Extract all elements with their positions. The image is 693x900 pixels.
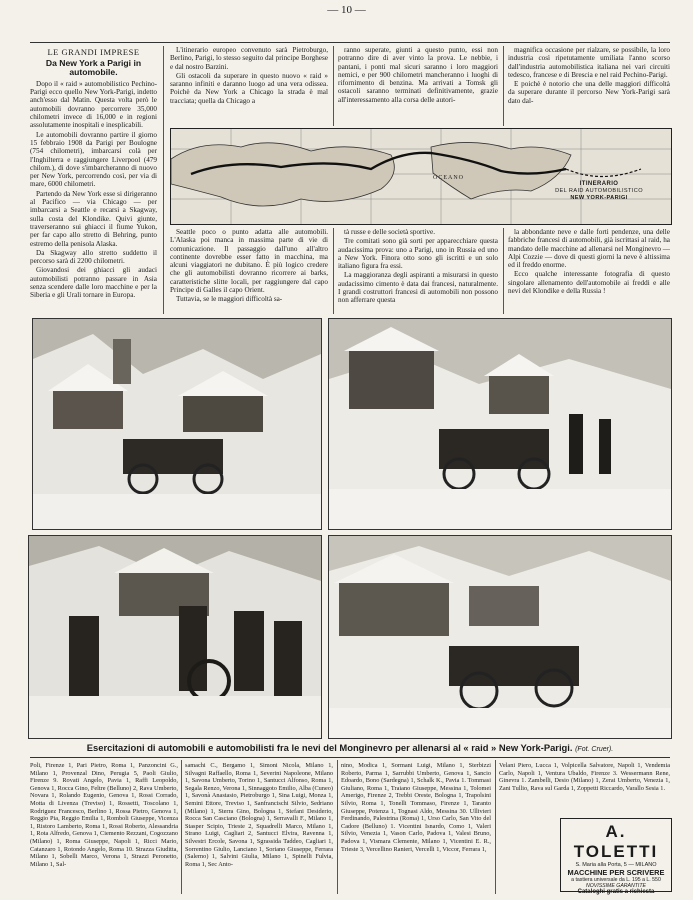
column-divider bbox=[337, 760, 338, 894]
paragraph: Partendo da New York esse si dirigeranno al Pacifico — via Chicago — per imbarcarsi a Seattle e recarsi a Skagway, sulla costa del Klondike. Quivi giunte, traverseranno sui ghiacci il fiume Yukon, per far capo allo stretto di Behring, punto estremo della penisola Alaska. bbox=[30, 189, 157, 248]
page-number: — 10 — bbox=[327, 4, 366, 16]
article-column-2-bottom bbox=[170, 228, 328, 314]
column-divider bbox=[181, 760, 182, 894]
paragraph: Le automobili dovranno partire il giorno 15 febbraio 1908 da Parigi per Boulogne (754 chilometri), imbarcarsi colà per l'Inghilterra e raggiungere Liverpool (479 chilom.), di dove s'imbarcheranno di nuovo per New York, percorrendo così, per via di mare, 6000 chilometri. bbox=[30, 130, 157, 189]
photo-caption bbox=[30, 742, 670, 753]
map-subtitle: DEL RAID AUTOMOBILISTICO bbox=[555, 188, 643, 194]
ocean-label: OCEANO bbox=[433, 175, 464, 181]
map-graphic bbox=[171, 129, 671, 224]
toletti-advertisement bbox=[560, 818, 672, 896]
photo-top-right bbox=[328, 318, 672, 530]
paragraph: Giovandosi dei ghiacci gli audaci automobilisti potranno passare in Asia senza scendere dalle loro macchine e per la Siberia e gli Urali tornare in Europa. bbox=[30, 266, 157, 300]
map-title: ITINERARIO bbox=[579, 181, 619, 187]
paragraph: E poichè è notorio che una delle maggiori difficoltà da superare durante il percorso New York-Parigi sarà dato dal- bbox=[508, 80, 670, 105]
section-title: LE GRANDI IMPRESE bbox=[47, 47, 140, 57]
paragraph: L'itinerario europeo convenuto sarà Pietroburgo, Berlino, Parigi, lo stesso seguito dal principe Borghese e dal nostro Barzini. bbox=[170, 46, 328, 71]
article-headline: Da New York a Parigi in automobile. bbox=[45, 58, 142, 77]
paragraph: Dopo il « raid » automobilistico Pechino-Parigi ecco quello New York-Parigi, indetto anch'esso dal Matin. Questa volta però le automobili dovranno percorrere 35,000 chilometri invece di 16,000 e in regioni assolutamente inospitali e inesplicabili. bbox=[30, 79, 157, 130]
column-divider bbox=[333, 228, 334, 314]
col2-top-text bbox=[170, 46, 328, 105]
subscriber-list-col4: Velani Piero, Lucca 1, Volpicella Salvatore, Napoli 1, Vendemia Carlo, Napoli 1, Ventura Ubaldo, Firenze 3. Wessermann Rene, Ginevra 1. Zambelli, Desio (Milano) 1, Zerai Umberto, Venezia 1, Zani Tullio, Rava sul Garda 1, Zoppetti Riccardo, Varallo Sesia 1. bbox=[499, 762, 670, 792]
caption-credit: (Fot. Cruer). bbox=[575, 746, 614, 753]
paragraph: Da Skagway allo stretto suddetto il percorso sarà di 2200 chilometri. bbox=[30, 248, 157, 266]
paragraph: Tre comitati sono già sorti per apparecchiare questa audacissima prova: uno a Parigi, uno in Russia ed uno a New York. Finora otto sono gli iscritti e un solo italiano figura fra essi. bbox=[338, 237, 498, 271]
photo-top-left bbox=[32, 318, 322, 530]
subscriber-list-col2: samachi C., Bergamo 1, Simoni Nicola, Milano 1, Silvagni Raffaello, Roma 1, Severini Napoleone, Milano 1, Savona Umberto, Torino 1, Santucci Alfonso, Roma 1, Segala Renzo, Verona 1, Sinnaggoto Emilio, Alba (Cuneo) 1, Savonà Anastasio, Pietroburgo 1, Sina Luigi, Monza 1, Semini Ettore, Treviso 1, Sanfrancischi Silvio, Sedriano (Milano) 1, Sterra Gino, Bologna 1, Stefani Desiderio, Rocca San Casciano (Bologna) 1, Serravalli F., Milano 1, Stasper Scipio, Trieste 2, Squadrelli Marco, Milano 1, Strano Luigi, Cagliari 2, Santucci Elvira, Ravenna 1, Silvestri Ercole, Savona 1, Sgrassida Taddeo, Cagliari 1, Sorrentino Giulio, Lanciano 1, Soriano Giuseppe, Ferrara (Salerno) 1, Salvini Giulia, Milano 1, Spinelli Fulvia, Roma 1, Sec Anto- bbox=[185, 762, 333, 868]
column-divider bbox=[503, 46, 504, 126]
map-legend bbox=[555, 181, 643, 202]
ad-catalogue: Cataloghi gratis a richiesta bbox=[577, 889, 655, 896]
map-route: NEW YORK-PARIGI bbox=[570, 195, 628, 201]
article-column-3-top bbox=[338, 46, 498, 126]
ad-guarantee: NOVISSIME GARANTITE bbox=[586, 883, 646, 890]
photo-bottom-left bbox=[28, 535, 322, 739]
ad-company-name: A. TOLETTI bbox=[573, 822, 659, 861]
top-rule bbox=[30, 42, 670, 43]
paragraph: magnifica occasione per rialzare, se possibile, la loro industria così ripetutamente umiliata l'anno scorso dall'industria automobilistica italiana nei vari circuiti tedesco, francese e di Brescia e nel raid Pechino-Parigi. bbox=[508, 46, 670, 79]
paragraph: ranno superate, giunti a questo punto, essi non potranno dire di aver vinto la prova. Le nebbie, i pantani, i ponti mal sicuri saranno i loro maggiori nemici, e per 900 chilometri mancheranno i luoghi di rifornimento di benzina. Ma arrivati a Tomsk gli ostacoli saranno terminati definitivamente, grazie all'interessamento alla corsa delle autori- bbox=[338, 46, 498, 104]
subscriber-list-col3: nino, Modica 1, Sormani Luigi, Milano 1, Sterbizzi Roberto, Parma 1, Sarrubbi Umberto, Genova 1, Sancio Edoardo, Bono (Sardegna) 1, Schalk K., Pavia 1. Tommasi Giuliano, Roma 1, Traiano Giuseppe, Messina 1, Tolomei Amerigo, Firenze 2, Trebbi Oreste, Bologna 1, Trapolsini Silvio, Roma 1, Tonelli Tommaso, Firenze 1, Taranto Giuseppe, Potenza 1, Tognasi Aldo, Messina 30. Ullivieri Ferdinando, Palestrina (Roma) 1, Urso Carlo, San Vito del Cadore (Belluno) 1. Vicentini Isnardo, Como 1, Valeri Silvio, Venezia 1, Vason Carlo, Padova 1, Valesi Bruno, Padova 1, Vismara Clemente, Milano 1, Vicentini E. R., Trieste 3, Vercellino Ranieri, Vercelli 1, Viccor, Ferrara 1, bbox=[341, 762, 491, 853]
article-column-3-bottom bbox=[338, 228, 498, 314]
article-column-4-top bbox=[508, 46, 670, 126]
list-rule bbox=[30, 757, 670, 758]
ad-address: S. Maria alla Porta, 5 — MILANO bbox=[575, 862, 657, 868]
subscriber-list-col1: Poli, Firenze 1, Pari Pietro, Roma 1, Panzoncini G., Milano 1, Provenzal Dino, Perugia 5, Paoli Giulio, Firenze 9. Rovati Angelo, Pavia 1, Raffi Leopoldo, Genova 1, Rocca Gino, Feltre (Belluno) 2, Rava Umberto, Novara 1, Rolando Eugenio, Genova 1, Rossi Corrado, Motta di Livenza (Treviso) 1, Rossetti, Toscolano 1, Rodriguez Francesco, Berlino 1, Rossa Pietro, Genova 1, Reggio Pia, Reggio Emilia 1, Romboli Giuseppe, Vicenza 1, Ristoro Lamberto, Roma 1, Rossi Roberto, Alessandria 1, Rota Alfredo, Genova 1, Ciemento Rezzani, Cogozzano (Milano) 1, Roma Giuseppe, Napoli 1, Ricci Mario, Catanzaro 1, Rotondo Angelo, Roma 10. Strazza Giuditta, Milano 1, Sobelli Marco, Verona 1, Strazzi Peronetto, Milano 1, Sal- bbox=[30, 762, 178, 868]
column-divider bbox=[163, 46, 164, 314]
col1-text bbox=[30, 80, 157, 300]
paragraph: La maggioranza degli aspiranti a misurarsi in questo audacissimo cimento è data dai francesi, naturalmente. I grandi costruttori francesi di automobili non possono non afferrare questa bbox=[338, 271, 498, 305]
col4-bottom-text bbox=[508, 228, 670, 295]
paragraph: Ecco qualche interessante fotografia di questo singolare allenamento dell'automobile ai freddi e alle nevi del Klondike e della Russia ! bbox=[508, 270, 670, 296]
col3-top-text bbox=[338, 46, 498, 104]
sea-route-line bbox=[566, 169, 641, 177]
column-divider bbox=[495, 760, 496, 894]
paragraph: Gli ostacoli da superare in questo nuovo « raid » saranno infiniti e daranno luogo ad una vera odissea. Poichè da New York a Chicago la strada è mal tracciata; quella da Chicago a bbox=[170, 71, 328, 105]
paragraph: Seattle poco o punto adatta alle automobili. L'Alaska poi manca in massima parte di vie di comunicazione. Il passaggio dall'uno all'altro continente dovrebbe esser fatto in macchina, ma alcuni viaggiatori ne dubitano. È più logico credere che gli automobilisti dovranno ricorrere ai barks, caratteristiche slitte locali, per raggiungere dal capo Principe di Galles il capo Orient. bbox=[170, 228, 328, 295]
col3-bottom-text bbox=[338, 228, 498, 305]
ad-product: MACCHINE PER SCRIVERE bbox=[567, 868, 665, 877]
article-column-2-top bbox=[170, 46, 328, 126]
paragraph: la abbondante neve e dalle forti pendenze, una delle fabbriche francesi di automobili, già iscrittasi al raid, ha mandato delle macchine ad allenarsi nel Monginevro — Alpi Cozzie — dove di questi giorni la neve è altissima ed il freddo enorme. bbox=[508, 228, 670, 270]
ad-price: a tastiera universale da L. 195 a L. 550 bbox=[571, 877, 661, 883]
paragraph: tà russe e delle società sportive. bbox=[344, 228, 436, 236]
article-column-4-bottom bbox=[508, 228, 670, 314]
caption-text: Esercitazioni di automobili e automobilisti fra le nevi del Monginevro per allenarsi al « raid » New York-Parigi. bbox=[86, 742, 573, 753]
col2-bottom-text bbox=[170, 228, 328, 304]
paragraph: Tuttavia, se le maggiori difficoltà sa- bbox=[176, 295, 283, 304]
column-divider bbox=[333, 46, 334, 126]
photo-bottom-right bbox=[328, 535, 672, 739]
eurasia-landmass bbox=[171, 143, 394, 206]
column-divider bbox=[503, 228, 504, 314]
article-column-1 bbox=[30, 46, 157, 312]
col4-top-text bbox=[508, 46, 670, 105]
route-map bbox=[170, 128, 672, 225]
